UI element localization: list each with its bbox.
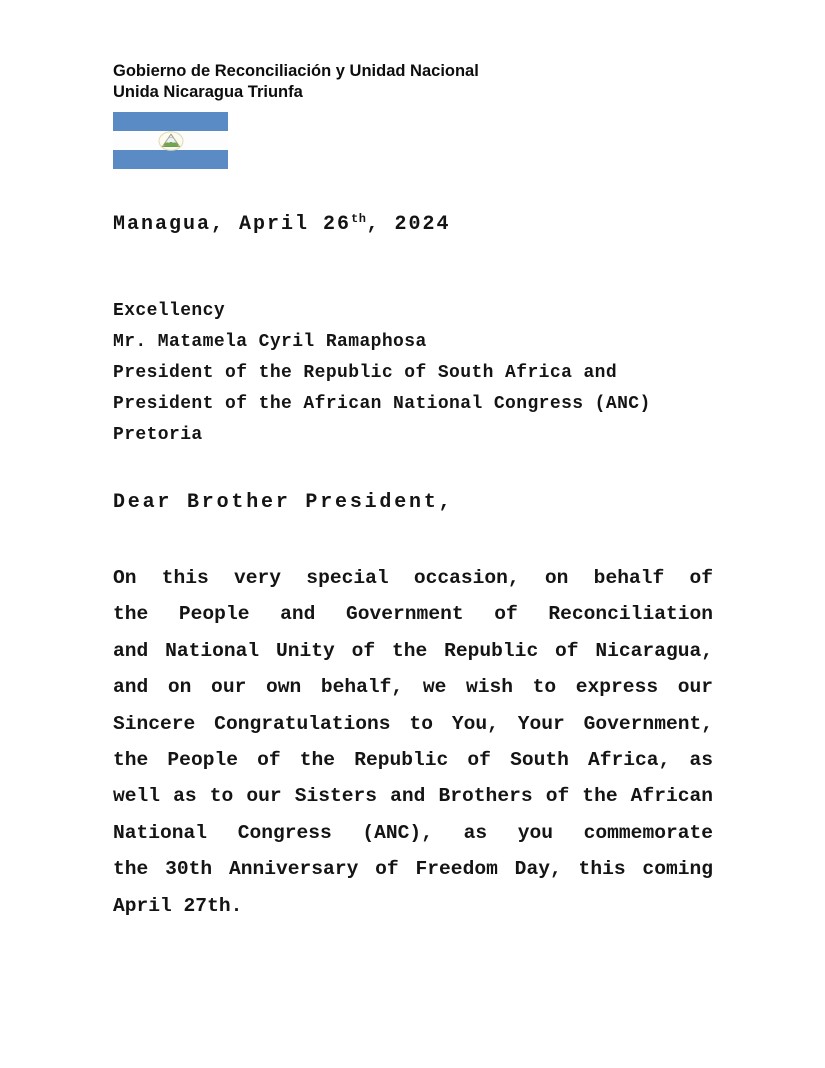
body-line: On this very special occasion, on behalf of [113,567,713,589]
flag-stripe-bottom [113,150,228,169]
body-line: and National Unity of the Republic of Nicaragua, [113,639,713,662]
recipient-line-name: Mr. Matamela Cyril Ramaphosa [113,332,427,352]
date-prefix: Managua, April 26 [113,213,352,236]
nicaragua-flag [113,112,228,169]
recipient-line-title-2: President of the African National Congress (ANC) [113,394,651,414]
body-line: Sincere Congratulations to You, Your Government, [113,712,713,735]
body-line: well as to our Sisters and Brothers of the African [113,785,713,808]
body-line: the 30th Anniversary of Freedom Day, this coming [113,858,713,881]
body-line: the People and Government of Reconciliation [113,603,713,626]
body-line: the People of the Republic of South Africa, as [113,749,713,772]
recipient-line-title-1: President of the Republic of South Africa and [113,363,618,383]
letterhead [113,61,479,103]
letterhead-line-2: Unida Nicaragua Triunfa [113,83,303,101]
date-ordinal-suffix: th [351,212,367,226]
flag-stripe-top [113,112,228,131]
recipient-block [113,296,651,451]
body-line: National Congress (ANC), as you commemorate [113,821,713,844]
date-line [113,210,450,241]
body-paragraph [113,560,713,924]
body-line: and on our own behalf, we wish to express our [113,676,713,699]
body-line: April 27th. [113,894,243,917]
recipient-line-city: Pretoria [113,425,203,445]
recipient-line-excellency: Excellency [113,301,226,321]
nicaragua-coat-of-arms-icon [158,131,184,151]
salutation: Dear Brother President, [113,491,454,514]
date-suffix: , 2024 [366,213,451,236]
letterhead-line-1: Gobierno de Reconciliación y Unidad Nacional [113,62,479,80]
